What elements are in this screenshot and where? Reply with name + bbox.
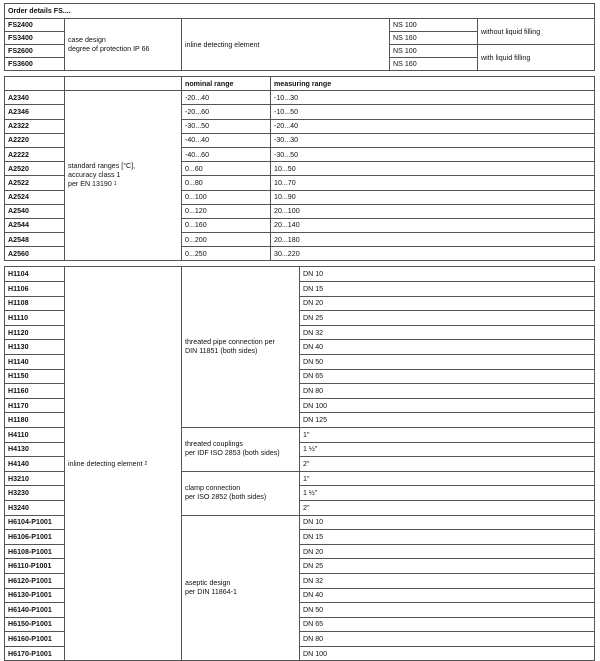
- order-code: A2560: [5, 247, 65, 261]
- connections-table: [4, 266, 595, 661]
- page-title: Order details FS....: [5, 4, 595, 19]
- measuring-range-value: -10...30: [271, 91, 595, 105]
- measuring-range-value: -10...50: [271, 105, 595, 119]
- nominal-range-value: 0...100: [182, 190, 271, 204]
- nominal-range-value: 0...120: [182, 204, 271, 218]
- order-code: H6108-P1001: [5, 544, 65, 559]
- order-code: H6170-P1001: [5, 646, 65, 661]
- connection-size: DN 10: [300, 267, 595, 282]
- order-code: A2520: [5, 162, 65, 176]
- order-code: H1106: [5, 282, 65, 297]
- order-code: H4130: [5, 442, 65, 457]
- connection-size: DN 80: [300, 632, 595, 647]
- connection-size: DN 40: [300, 340, 595, 355]
- order-code: A2220: [5, 133, 65, 147]
- order-code: H1104: [5, 267, 65, 282]
- connection-type-label: threated pipe connection per DIN 11851 (both sides): [182, 267, 300, 428]
- order-code: H4140: [5, 457, 65, 472]
- ns-value: NS 160: [390, 58, 478, 71]
- order-code: H3230: [5, 486, 65, 501]
- connection-type-label: aseptic design per DIN 11864-1: [182, 515, 300, 661]
- connection-size: DN 25: [300, 559, 595, 574]
- connection-size: DN 32: [300, 325, 595, 340]
- order-code: H1110: [5, 311, 65, 326]
- order-code: FS2600: [5, 45, 65, 58]
- order-code: H1140: [5, 355, 65, 370]
- nominal-range-value: -20...40: [182, 91, 271, 105]
- footnote-marker: 1: [113, 181, 117, 188]
- ns-value: NS 100: [390, 19, 478, 32]
- connection-type-label: clamp connection per ISO 2852 (both sides): [182, 471, 300, 515]
- connection-size: 1": [300, 471, 595, 486]
- connection-size: 2": [300, 500, 595, 515]
- measuring-range-value: 20...100: [271, 204, 595, 218]
- nominal-range-value: 0...60: [182, 162, 271, 176]
- nominal-range-value: 0...160: [182, 218, 271, 232]
- connection-size: 1 ½": [300, 486, 595, 501]
- connection-size: DN 125: [300, 413, 595, 428]
- connection-type-label: threated couplings per IDF ISO 2853 (both sides): [182, 427, 300, 471]
- nominal-range-value: 0...80: [182, 176, 271, 190]
- measuring-range-value: -30...50: [271, 147, 595, 161]
- order-code: H3240: [5, 500, 65, 515]
- order-code: A2222: [5, 147, 65, 161]
- order-code: H3210: [5, 471, 65, 486]
- standard-ranges-description: [65, 91, 182, 261]
- footnote-marker: 2: [144, 460, 148, 467]
- nominal-range-value: -40...40: [182, 133, 271, 147]
- table-row: [5, 267, 595, 282]
- order-code: H6110-P1001: [5, 559, 65, 574]
- order-code: FS3400: [5, 32, 65, 45]
- measuring-range-value: -20...40: [271, 119, 595, 133]
- order-code: A2540: [5, 204, 65, 218]
- connection-size: 1 ½": [300, 442, 595, 457]
- nominal-range-value: -30...50: [182, 119, 271, 133]
- filling-label: with liquid filling: [478, 45, 595, 71]
- empty-header-cell: [5, 77, 65, 91]
- measuring-range-value: 30...220: [271, 247, 595, 261]
- connection-size: DN 65: [300, 617, 595, 632]
- order-code: H1130: [5, 340, 65, 355]
- order-code: FS2400: [5, 19, 65, 32]
- order-details-page: [4, 3, 594, 661]
- order-code: H6104-P1001: [5, 515, 65, 530]
- order-code: A2548: [5, 233, 65, 247]
- connection-size: 2": [300, 457, 595, 472]
- table-row: [5, 19, 595, 32]
- empty-header-cell: [65, 77, 182, 91]
- description-text: standard ranges [°C], accuracy class 1 per EN 13190: [68, 162, 136, 189]
- connection-size: DN 65: [300, 369, 595, 384]
- measuring-range-value: 10...50: [271, 162, 595, 176]
- ns-value: NS 100: [390, 45, 478, 58]
- nominal-range-value: -40...60: [182, 147, 271, 161]
- order-code: H6150-P1001: [5, 617, 65, 632]
- measuring-range-value: 20...180: [271, 233, 595, 247]
- measuring-range-header: measuring range: [271, 77, 595, 91]
- nominal-range-value: 0...250: [182, 247, 271, 261]
- connection-size: 1": [300, 427, 595, 442]
- order-code: FS3600: [5, 58, 65, 71]
- connection-size: DN 15: [300, 530, 595, 545]
- measuring-range-value: 10...90: [271, 190, 595, 204]
- connection-size: DN 10: [300, 515, 595, 530]
- order-code: H6130-P1001: [5, 588, 65, 603]
- order-code: H1180: [5, 413, 65, 428]
- order-code: H6140-P1001: [5, 603, 65, 618]
- order-code: H6106-P1001: [5, 530, 65, 545]
- order-code: H6160-P1001: [5, 632, 65, 647]
- connection-size: DN 15: [300, 282, 595, 297]
- nominal-range-header: nominal range: [182, 77, 271, 91]
- order-code: H1160: [5, 384, 65, 399]
- inline-element-description: [65, 267, 182, 661]
- connection-size: DN 25: [300, 311, 595, 326]
- title-row: [5, 4, 595, 19]
- order-details-header-table: [4, 3, 595, 71]
- connection-size: DN 40: [300, 588, 595, 603]
- connection-size: DN 32: [300, 573, 595, 588]
- order-code: H1170: [5, 398, 65, 413]
- order-code: H1150: [5, 369, 65, 384]
- filling-label: without liquid filling: [478, 19, 595, 45]
- order-code: A2544: [5, 218, 65, 232]
- table-row: [5, 91, 595, 105]
- order-code: A2340: [5, 91, 65, 105]
- order-code: A2346: [5, 105, 65, 119]
- order-code: H4110: [5, 427, 65, 442]
- connection-size: DN 50: [300, 355, 595, 370]
- order-code: A2522: [5, 176, 65, 190]
- case-design-description: case design degree of protection IP 66: [65, 19, 182, 71]
- connection-size: DN 20: [300, 296, 595, 311]
- ranges-header-row: [5, 77, 595, 91]
- measuring-range-value: 20...140: [271, 218, 595, 232]
- connection-size: DN 100: [300, 398, 595, 413]
- measuring-range-value: 10...70: [271, 176, 595, 190]
- connection-size: DN 20: [300, 544, 595, 559]
- connection-size: DN 50: [300, 603, 595, 618]
- nominal-range-value: 0...200: [182, 233, 271, 247]
- order-code: A2322: [5, 119, 65, 133]
- description-text: inline detecting element: [68, 459, 143, 468]
- inline-element-label: inline detecting element: [182, 19, 390, 71]
- order-code: H6120-P1001: [5, 573, 65, 588]
- ns-value: NS 160: [390, 32, 478, 45]
- connection-size: DN 80: [300, 384, 595, 399]
- measuring-range-value: -30...30: [271, 133, 595, 147]
- connection-size: DN 100: [300, 646, 595, 661]
- order-code: A2524: [5, 190, 65, 204]
- nominal-range-value: -20...60: [182, 105, 271, 119]
- order-code: H1108: [5, 296, 65, 311]
- ranges-table: [4, 76, 595, 261]
- order-code: H1120: [5, 325, 65, 340]
